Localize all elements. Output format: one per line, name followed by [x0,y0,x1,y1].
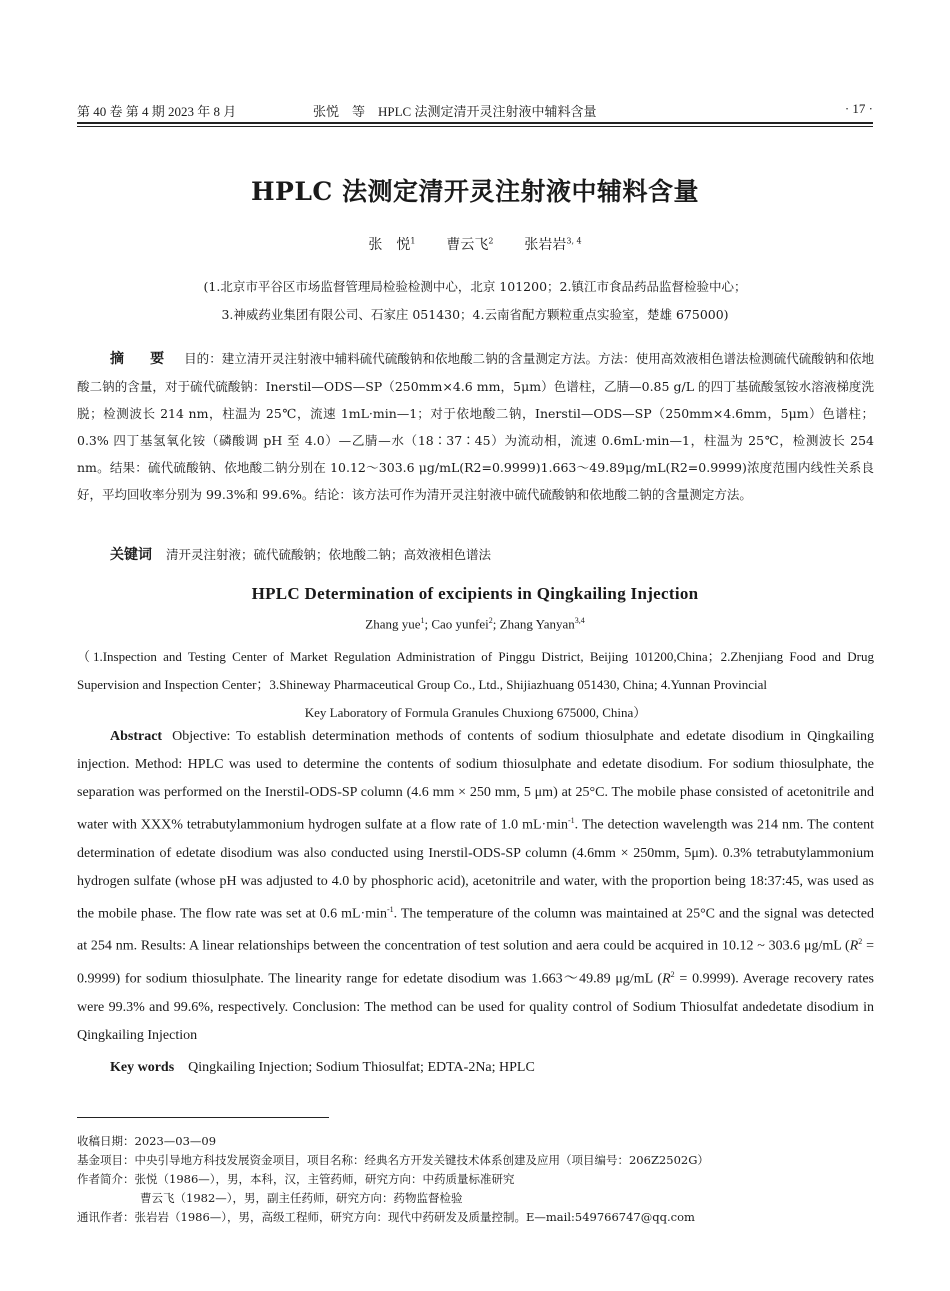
footnote-fund: 基金项目：中央引导地方科技发展资金项目，项目名称：经典名方开发关键技术体系创建及应用（项目编号：206Z2502G） [77,1153,709,1167]
footnote-rule [77,1117,329,1118]
journal-issue: 第 40 卷 第 4 期 2023 年 8 月 [77,104,237,119]
affiliation-english-last-line: Key Laboratory of Formula Granules Chuxiong 675000, China） [304,705,647,720]
authors-english: Zhang yue$^1$; Cao yunfei$^2$; Zhang Yanyan$^{3,4}$ [365,616,585,632]
authors-chinese [0,234,950,254]
author-name: Cao yunfei [431,616,489,632]
running-head [77,98,873,120]
keywords-chinese [110,544,491,564]
keywords-english-text: Qingkailing Injection; Sodium Thiosulfat; EDTA-2Na; HPLC [188,1060,535,1075]
affiliation-chinese-line: 3.神威药业集团有限公司、石家庄 051430；4.云南省配方颗粒重点实验室，楚雄 675000) [221,307,729,322]
header-rule-thin [77,126,873,127]
keywords-english [110,1060,535,1076]
abstract-chinese-text: 目的：建立清开灵注射液中辅料硫代硫酸钠和依地酸二钠的含量测定方法。方法：使用高效液相色谱法检测硫代硫酸钠和依地酸二钠的含量，对于硫代硫酸钠：Inerstil—ODS—SP（250mm×4.6 mm，5μm）色谱柱，乙腈—0.85 g/L 的四丁基硫酸氢铵水溶液梯度洗脱；检测波长 214 nm，柱温为 25℃，流速 1mL·min—1；对于依地酸二钠，Inerstil—ODS—SP（250mm×4.6mm，5μm）色谱柱；0.3% 四丁基氢氧化铵（磷酸调 pH 至 4.0）—乙腈—水（18∶37∶45）为流动相，流速 0.6mL·min—1，柱温为 25℃，检测波长 254 nm。结果：硫代硫酸钠、依地酸二钠分别在 10.12～303.6 μg/mL(R2=0.9999)1.663～49.89μg/mL(R2=0.9999)浓度范围内线性关系良好，平均回收率分别为 99.3%和 99.6%。结论：该方法可作为清开灵注射液中硫代硫酸钠和依地酸二钠的含量测定方法。 [77,351,874,502]
keywords-english-label: Key words [110,1060,175,1075]
author-affiliation-mark: 3,4 [574,616,585,625]
footnote-author-intro-2: 曹云飞（1982—），男，副主任药师，研究方向：药物监督检验 [140,1191,463,1205]
author-affiliation-mark: 1 [410,236,416,246]
abstract-chinese [77,345,874,508]
abstract-english: Abstract Objective: To establish determination methods of contents of sodium thiosulphate and edetate disodium in Qingkailing injection. Method: HPLC was used to determine the contents of sodium thiosulphate and edetate disodium. For sodium thiosulphate, the separation was performed on the Inerstil-ODS-SP column (4.6 mm × 250 mm, 5 μm) at 25°C. The mobile phase consisted of acetonitrile and water with XXX% tetrabutylammonium hydrogen sulfate at a flow rate of 1.0 $mL\cdot\min^{-1}$. The detection wavelength was 214 nm. The content determination of edetate disodium was also conducted using Inerstil-ODS-SP column (4.6mm × 250mm, 5μm). 0.3% tetrabutylammonium hydrogen sulfate (whose pH was adjusted to 4.0 by phosphoric acid), acetonitrile and water, with the proportion being 18:37:45, was used as the mobile phase. The flow rate was set at 0.6 $mL\cdot\min^{-1}$. The temperature of the column was maintained at 25°C and the signal was detected at 254 nm. Results: A linear relationships between the concentration of test solution and aera could be acquired in 10.12 ~ 303.6 μg/mL $(R^2 = 0.9999)$ for sodium thiosulphate. The linearity range for edetate disodium was 1.663～49.89 μg/mL $(R^2 = 0.9999)$. Average recovery rates were 99.3% and 99.6%, respectively. Conclusion: The method can be used for quality control of Sodium Thiosulfat andedetate disodium in Qingkailing Injection [77,729,874,1043]
author-name: 张 悦 [368,237,411,253]
affiliation-english-text: （1.Inspection and Testing Center of Market Regulation Administration of Pinggu District, Beijing 101200,China；2.Zhenjiang Food and Drug Supervision and Inspection Center；3.Shineway Pharmaceutical Group Co., Ltd., Shijiazhuang 051430, China; 4.Yunnan Provincial [77,649,874,692]
footnote-corresponding-author: 通讯作者：张岩岩（1986—），男，高级工程师，研究方向：现代中药研发及质量控制。E—mail:549766747@qq.com [77,1210,695,1224]
running-title: 张悦 等 HPLC 法测定清开灵注射液中辅料含量 [313,104,597,119]
author-name: Zhang Yanyan [499,616,575,632]
keywords-chinese-text: 清开灵注射液；硫代硫酸钠；依地酸二钠；高效液相色谱法 [166,547,492,562]
header-rule-thick [77,122,873,124]
author-name: Zhang yue [365,616,421,632]
footnote-received-date: 收稿日期：2023—03—09 [77,1134,217,1148]
footnotes [77,1132,709,1227]
abstract-chinese-label: 摘 要 [110,351,171,367]
abstract-english-label: Abstract [110,729,163,744]
author-affiliation-mark: 1 [420,616,425,625]
affiliations-english [77,643,874,727]
author-affiliation-mark: 2 [488,616,493,625]
author-name: 张岩岩 [524,237,567,253]
keywords-chinese-label: 关键词 [110,547,152,563]
page-number: · 17 · [844,101,873,116]
author-name: 曹云飞 [446,237,489,253]
footnote-author-intro: 作者简介：张悦（1986—），男，本科，汉，主管药师，研究方向：中药质量标准研究 [77,1172,515,1186]
title-chinese: HPLC 法测定清开灵注射液中辅料含量 [250,177,700,206]
affiliation-chinese-line: (1.北京市平谷区市场监督管理局检验检测中心，北京 101200；2.镇江市食品药品监督检验中心； [203,279,747,294]
title-english: HPLC Determination of excipients in Qingkailing Injection [251,584,699,603]
author-affiliation-mark: 3, 4 [566,236,582,246]
author-affiliation-mark: 2 [488,236,494,246]
